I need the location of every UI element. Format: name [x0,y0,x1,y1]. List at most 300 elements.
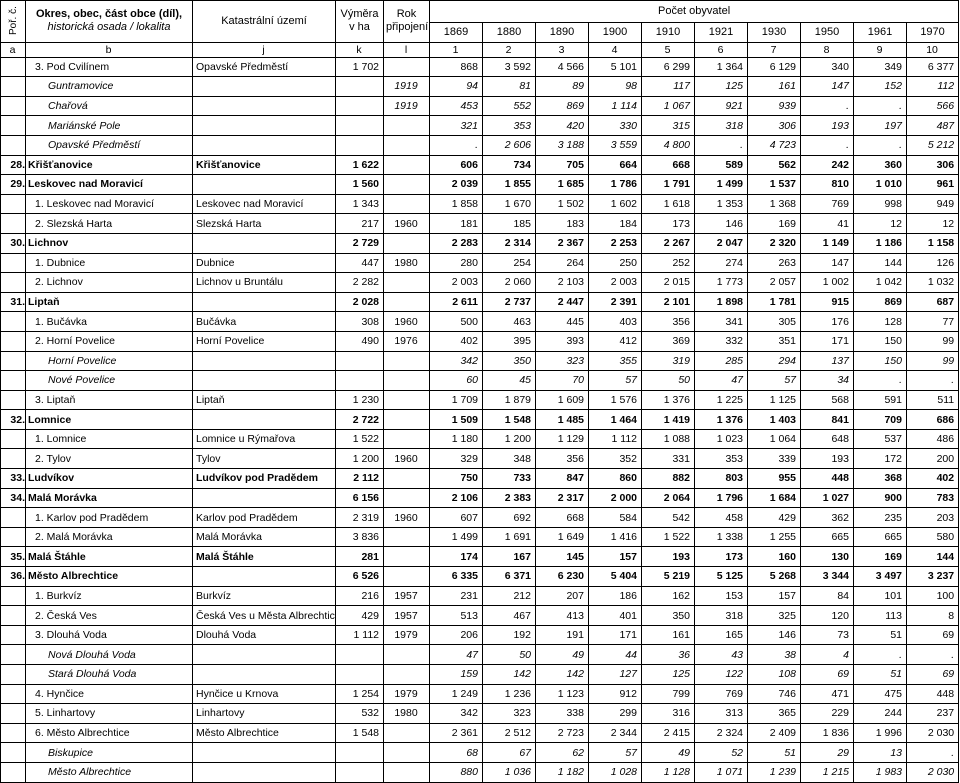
row-year-joined [384,155,430,175]
row-population-value: 1 028 [589,762,642,782]
row-population-value: 331 [642,449,695,469]
row-population-value: 2 039 [430,175,483,195]
row-population-value: . [854,135,907,155]
row-name: Guntramovice [26,77,193,97]
row-population-value: 1 983 [854,762,907,782]
row-population-value: 448 [907,684,959,704]
row-cadastre: Opavské Předměstí [193,57,336,77]
row-population-value: 1 002 [801,273,854,293]
header-year-1970: 1970 [907,23,959,43]
row-name: Město Albrechtice [26,567,193,587]
row-population-value: 668 [642,155,695,175]
row-population-value: 566 [907,96,959,116]
row-population-value: 880 [430,762,483,782]
row-population-value: 803 [695,469,748,489]
row-population-value: 668 [536,508,589,528]
row-population-value: 1 036 [483,762,536,782]
row-population-value: 1 416 [589,527,642,547]
header-cadastre: Katastrální území [193,1,336,43]
row-population-value: 750 [430,469,483,489]
row-cadastre: Dubnice [193,253,336,273]
row-population-value: 1 249 [430,684,483,704]
row-population-value: 3 559 [589,135,642,155]
row-population-value: 2 320 [748,233,801,253]
row-population-value: 799 [642,684,695,704]
row-population-value: 2 415 [642,723,695,743]
row-name: Nová Dlouhá Voda [26,645,193,665]
row-name: 3. Pod Cvilínem [26,57,193,77]
row-area: 1 254 [336,684,384,704]
row-population-value: 340 [801,57,854,77]
row-population-value: 665 [801,527,854,547]
row-cadastre [193,762,336,782]
row-number [1,743,26,763]
row-population-value: . [907,371,959,391]
row-name: 1. Burkvíz [26,586,193,606]
row-population-value: 869 [854,292,907,312]
row-population-value: 368 [854,469,907,489]
header-year-1921: 1921 [695,23,748,43]
row-number [1,116,26,136]
row-population-value: 4 566 [536,57,589,77]
row-name: Mariánské Pole [26,116,193,136]
row-population-value: 12 [854,214,907,234]
row-population-value: 157 [589,547,642,567]
row-population-value: 1 796 [695,488,748,508]
column-letter: a [1,42,26,57]
row-name: Opavské Předměstí [26,135,193,155]
header-population: Počet obyvatel [430,1,959,23]
row-population-value: 589 [695,155,748,175]
row-area: 281 [336,547,384,567]
row-population-value: 1 858 [430,194,483,214]
row-population-value: 160 [748,547,801,567]
row-population-value: 125 [695,77,748,97]
row-name: 6. Město Albrechtice [26,723,193,743]
row-population-value: 900 [854,488,907,508]
row-population-value: 1 522 [642,527,695,547]
row-name: Město Albrechtice [26,762,193,782]
row-population-value: 1 215 [801,762,854,782]
row-population-value: 305 [748,312,801,332]
row-population-value: 1 685 [536,175,589,195]
row-name: Leskovec nad Moravicí [26,175,193,195]
row-population-value: 1 684 [748,488,801,508]
row-population-value: 3 592 [483,57,536,77]
table-row [1,273,959,293]
row-area [336,743,384,763]
row-population-value: 3 237 [907,567,959,587]
row-population-value: 1 499 [695,175,748,195]
row-area: 2 729 [336,233,384,253]
row-population-value: 1 158 [907,233,959,253]
row-area: 1 548 [336,723,384,743]
row-population-value: 403 [589,312,642,332]
row-population-value: 348 [483,449,536,469]
row-area: 1 200 [336,449,384,469]
row-name: Liptaň [26,292,193,312]
row-area: 532 [336,704,384,724]
header-year-1890: 1890 [536,23,589,43]
row-name: 2. Horní Povelice [26,331,193,351]
row-population-value: 69 [801,665,854,685]
row-population-value: 120 [801,606,854,626]
row-area: 216 [336,586,384,606]
row-population-value: 285 [695,351,748,371]
row-population-value: 191 [536,625,589,645]
row-population-value: 734 [483,155,536,175]
header-year-1900: 1900 [589,23,642,43]
row-population-value: 235 [854,508,907,528]
row-population-value: 67 [483,743,536,763]
row-population-value: 157 [748,586,801,606]
row-population-value: 3 344 [801,567,854,587]
row-population-value: 57 [589,371,642,391]
row-population-value: 746 [748,684,801,704]
table-row [1,665,959,685]
row-cadastre [193,743,336,763]
row-population-value: 299 [589,704,642,724]
row-population-value: 144 [854,253,907,273]
row-population-value: 458 [695,508,748,528]
row-population-value: 342 [430,351,483,371]
row-population-value: 356 [536,449,589,469]
column-letter: 10 [907,42,959,57]
row-population-value: 6 230 [536,567,589,587]
header-year-1910: 1910 [642,23,695,43]
row-year-joined [384,665,430,685]
row-population-value: 413 [536,606,589,626]
row-cadastre [193,96,336,116]
row-area: 1 343 [336,194,384,214]
row-area: 6 526 [336,567,384,587]
row-area [336,135,384,155]
table-row [1,77,959,97]
row-population-value: 68 [430,743,483,763]
row-population-value: 401 [589,606,642,626]
row-population-value: 8 [907,606,959,626]
row-population-value: 13 [854,743,907,763]
row-year-joined: 1960 [384,312,430,332]
table-row [1,704,959,724]
row-population-value: 294 [748,351,801,371]
row-area: 1 622 [336,155,384,175]
row-cadastre: Bučávka [193,312,336,332]
row-population-value: 369 [642,331,695,351]
row-population-value: 313 [695,704,748,724]
row-area: 490 [336,331,384,351]
table-row [1,155,959,175]
row-cadastre [193,488,336,508]
row-population-value: 1 502 [536,194,589,214]
row-population-value: 1 403 [748,410,801,430]
row-population-value: 2 447 [536,292,589,312]
row-area: 447 [336,253,384,273]
row-population-value: 6 335 [430,567,483,587]
row-population-value: 2 317 [536,488,589,508]
table-row [1,351,959,371]
row-number [1,684,26,704]
row-year-joined [384,645,430,665]
row-name: Chařová [26,96,193,116]
row-name: Malá Morávka [26,488,193,508]
row-name: 1. Dubnice [26,253,193,273]
row-population-value: 868 [430,57,483,77]
row-population-value: 486 [907,429,959,449]
row-population-value: 117 [642,77,695,97]
row-year-joined: 1919 [384,96,430,116]
row-population-value: 2 283 [430,233,483,253]
row-population-value: 125 [642,665,695,685]
row-year-joined [384,273,430,293]
row-population-value: 395 [483,331,536,351]
row-population-value: 315 [642,116,695,136]
row-population-value: 250 [589,253,642,273]
row-population-value: 318 [695,606,748,626]
row-population-value: 1 691 [483,527,536,547]
row-population-value: 2 057 [748,273,801,293]
row-population-value: 41 [801,214,854,234]
row-number [1,762,26,782]
row-cadastre [193,645,336,665]
row-population-value: 5 101 [589,57,642,77]
row-population-value: 2 064 [642,488,695,508]
row-population-value: 2 611 [430,292,483,312]
row-area [336,645,384,665]
row-population-value: 62 [536,743,589,763]
row-number [1,429,26,449]
row-number [1,586,26,606]
row-name: Lomnice [26,410,193,430]
row-name: 3. Liptaň [26,390,193,410]
row-population-value: 2 106 [430,488,483,508]
row-population-value: 44 [589,645,642,665]
row-population-value: . [430,135,483,155]
row-population-value: 165 [695,625,748,645]
row-population-value: 998 [854,194,907,214]
row-name: Ludvíkov [26,469,193,489]
row-population-value: 321 [430,116,483,136]
row-population-value: 350 [642,606,695,626]
row-population-value: 562 [748,155,801,175]
row-population-value: 153 [695,586,748,606]
row-population-value: 1 996 [854,723,907,743]
row-number [1,704,26,724]
row-name: 2. Tylov [26,449,193,469]
row-cadastre: Dlouhá Voda [193,625,336,645]
row-year-joined: 1957 [384,586,430,606]
row-population-value: 2 003 [589,273,642,293]
row-population-value: 2 030 [907,762,959,782]
row-population-value: 341 [695,312,748,332]
row-population-value: 2 606 [483,135,536,155]
row-number: 32. [1,410,26,430]
row-number [1,135,26,155]
row-population-value: 1 149 [801,233,854,253]
row-population-value: . [854,645,907,665]
row-population-value: 171 [589,625,642,645]
row-population-value: 1 125 [748,390,801,410]
row-year-joined [384,567,430,587]
row-population-value: 1 236 [483,684,536,704]
row-population-value: . [695,135,748,155]
row-population-value: 146 [695,214,748,234]
row-cadastre [193,351,336,371]
row-year-joined: 1919 [384,77,430,97]
row-population-value: 122 [695,665,748,685]
row-population-value: 98 [589,77,642,97]
row-population-value: 487 [907,116,959,136]
row-population-value: 353 [483,116,536,136]
table-row [1,292,959,312]
row-population-value: 184 [589,214,642,234]
row-population-value: 1 602 [589,194,642,214]
row-cadastre: Leskovec nad Moravicí [193,194,336,214]
row-name: 1. Leskovec nad Moravicí [26,194,193,214]
row-population-value: 57 [748,371,801,391]
table-row [1,625,959,645]
row-cadastre: Burkvíz [193,586,336,606]
row-number [1,77,26,97]
row-population-value: 127 [589,665,642,685]
column-letter: 6 [695,42,748,57]
row-name: 2. Slezská Harta [26,214,193,234]
row-name: 1. Lomnice [26,429,193,449]
row-population-value: 420 [536,116,589,136]
row-population-value: 2 103 [536,273,589,293]
row-cadastre [193,135,336,155]
table-row [1,567,959,587]
row-population-value: 1 032 [907,273,959,293]
row-area: 6 156 [336,488,384,508]
column-letter: 8 [801,42,854,57]
row-population-value: 47 [430,645,483,665]
column-letter: b [26,42,193,57]
row-number [1,351,26,371]
row-year-joined: 1976 [384,331,430,351]
row-population-value: 161 [748,77,801,97]
table-row [1,96,959,116]
row-population-value: 1 114 [589,96,642,116]
row-cadastre [193,665,336,685]
row-population-value: 471 [801,684,854,704]
row-cadastre: Město Albrechtice [193,723,336,743]
row-population-value: 2 361 [430,723,483,743]
row-population-value: 316 [642,704,695,724]
row-population-value: 323 [536,351,589,371]
row-number: 29. [1,175,26,195]
row-population-value: 6 377 [907,57,959,77]
row-name: 1. Bučávka [26,312,193,332]
row-year-joined [384,762,430,782]
column-letter: 4 [589,42,642,57]
row-population-value: 339 [748,449,801,469]
header-year-1961: 1961 [854,23,907,43]
row-population-value: 467 [483,606,536,626]
row-population-value: 52 [695,743,748,763]
row-population-value: 648 [801,429,854,449]
table-row [1,684,959,704]
table-row [1,527,959,547]
row-area: 2 319 [336,508,384,528]
row-population-value: 193 [801,449,854,469]
row-population-value: 1 548 [483,410,536,430]
row-population-value: 1 023 [695,429,748,449]
row-population-value: 1 353 [695,194,748,214]
row-population-value: 274 [695,253,748,273]
row-cadastre [193,371,336,391]
row-population-value: 912 [589,684,642,704]
row-number: 30. [1,233,26,253]
row-number: 35. [1,547,26,567]
table-row [1,469,959,489]
row-population-value: 130 [801,547,854,567]
table-row [1,547,959,567]
row-population-value: 6 129 [748,57,801,77]
row-cadastre: Malá Štáhle [193,547,336,567]
row-population-value: 167 [483,547,536,567]
row-population-value: 1 576 [589,390,642,410]
row-population-value: 1 129 [536,429,589,449]
row-population-value: 1 112 [589,429,642,449]
row-population-value: 445 [536,312,589,332]
row-population-value: 126 [907,253,959,273]
row-population-value: 810 [801,175,854,195]
row-population-value: 89 [536,77,589,97]
row-year-joined [384,429,430,449]
row-area: 2 722 [336,410,384,430]
row-year-joined [384,488,430,508]
row-population-value: . [801,96,854,116]
row-year-joined: 1980 [384,253,430,273]
row-number [1,449,26,469]
table-row [1,194,959,214]
row-population-value: 2 060 [483,273,536,293]
row-population-value: 1 128 [642,762,695,782]
row-cadastre [193,77,336,97]
row-population-value: 162 [642,586,695,606]
table-row [1,743,959,763]
row-population-value: 882 [642,469,695,489]
row-number [1,508,26,528]
row-population-value: 60 [430,371,483,391]
row-year-joined [384,743,430,763]
row-population-value: 242 [801,155,854,175]
row-population-value: 2 314 [483,233,536,253]
row-population-value: 330 [589,116,642,136]
row-population-value: 1 182 [536,762,589,782]
row-cadastre: Lomnice u Rýmařova [193,429,336,449]
row-population-value: 263 [748,253,801,273]
table-row [1,371,959,391]
row-population-value: 2 391 [589,292,642,312]
row-population-value: . [801,135,854,155]
row-year-joined: 1960 [384,449,430,469]
row-population-value: 2 000 [589,488,642,508]
row-population-value: 137 [801,351,854,371]
row-number: 34. [1,488,26,508]
row-year-joined [384,371,430,391]
row-year-joined [384,116,430,136]
row-population-value: 169 [854,547,907,567]
row-area: 1 230 [336,390,384,410]
row-population-value: 147 [801,77,854,97]
row-population-value: 51 [854,625,907,645]
row-population-value: 207 [536,586,589,606]
row-year-joined: 1960 [384,508,430,528]
row-population-value: 606 [430,155,483,175]
row-population-value: 1 537 [748,175,801,195]
